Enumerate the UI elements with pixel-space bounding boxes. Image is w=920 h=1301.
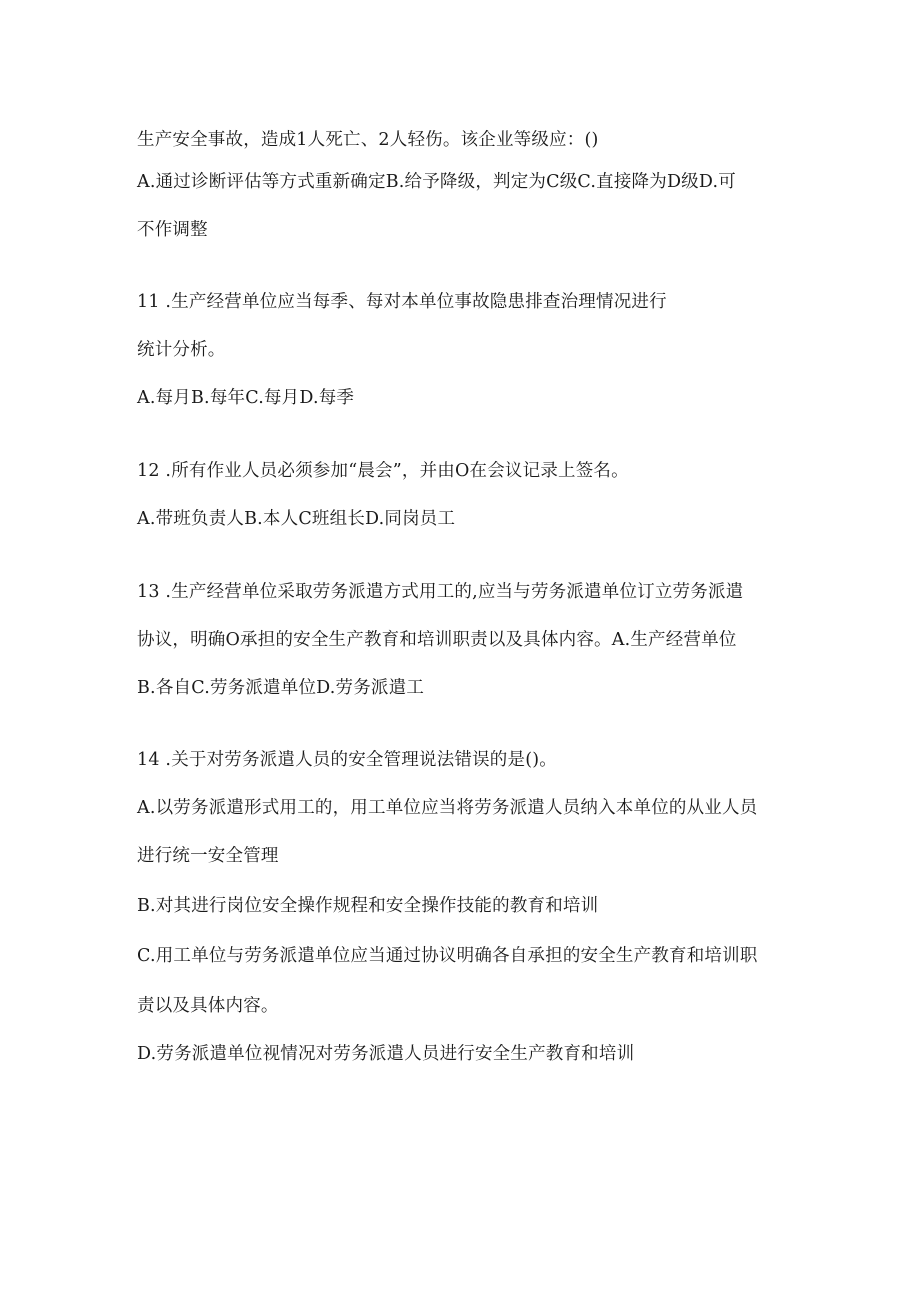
q14-stem-line: 14 .关于对劳务派遣人员的安全管理说法错误的是()。 [137, 750, 557, 770]
q14-option-b-line: B.对其进行岗位安全操作规程和安全操作技能的教育和培训 [137, 896, 599, 916]
q10-stem-line: 生产安全事故，造成1人死亡、2人轻伤。该企业等级应：() [137, 130, 599, 150]
q14-option-d-line: D.劳务派遣单位视情况对劳务派遣人员进行安全生产教育和培训 [137, 1044, 635, 1064]
q14-option-a-line-2: 进行统一安全管理 [137, 846, 279, 866]
q14-option-a-line-1: A.以劳务派遣形式用工的，用工单位应当将劳务派遣人员纳入本单位的从业人员 [137, 798, 758, 818]
q10-options-line-1: A.通过诊断评估等方式重新确定B.给予降级，判定为C级C.直接降为D级D.可 [137, 172, 736, 192]
q11-options-line: A.每月B.每年C.每月D.每季 [137, 388, 355, 408]
q13-stem-line-1: 13 .生产经营单位采取劳务派遣方式用工的,应当与劳务派遣单位订立劳务派遣 [137, 582, 744, 602]
q14-option-c-line-1: C.用工单位与劳务派遣单位应当通过协议明确各自承担的安全生产教育和培训职 [137, 946, 758, 966]
q11-stem-line-1: 11 .生产经营单位应当每季、每对本单位事故隐患排查治理情况进行 [137, 292, 667, 312]
q12-options-line: A.带班负责人B.本人C班组长D.同岗员工 [137, 509, 456, 529]
q13-options-line: B.各自C.劳务派遣单位D.劳务派遣工 [137, 678, 425, 698]
q13-stem-line-2: 协议，明确O承担的安全生产教育和培训职责以及具体内容。A.生产经营单位 [137, 630, 737, 650]
q11-stem-line-2: 统计分析。 [137, 340, 226, 360]
q12-stem-line: 12 .所有作业人员必须参加“晨会”，并由O在会议记录上签名。 [137, 461, 629, 481]
q10-options-line-2: 不作调整 [137, 220, 208, 240]
q14-option-c-line-2: 责以及具体内容。 [137, 996, 279, 1016]
